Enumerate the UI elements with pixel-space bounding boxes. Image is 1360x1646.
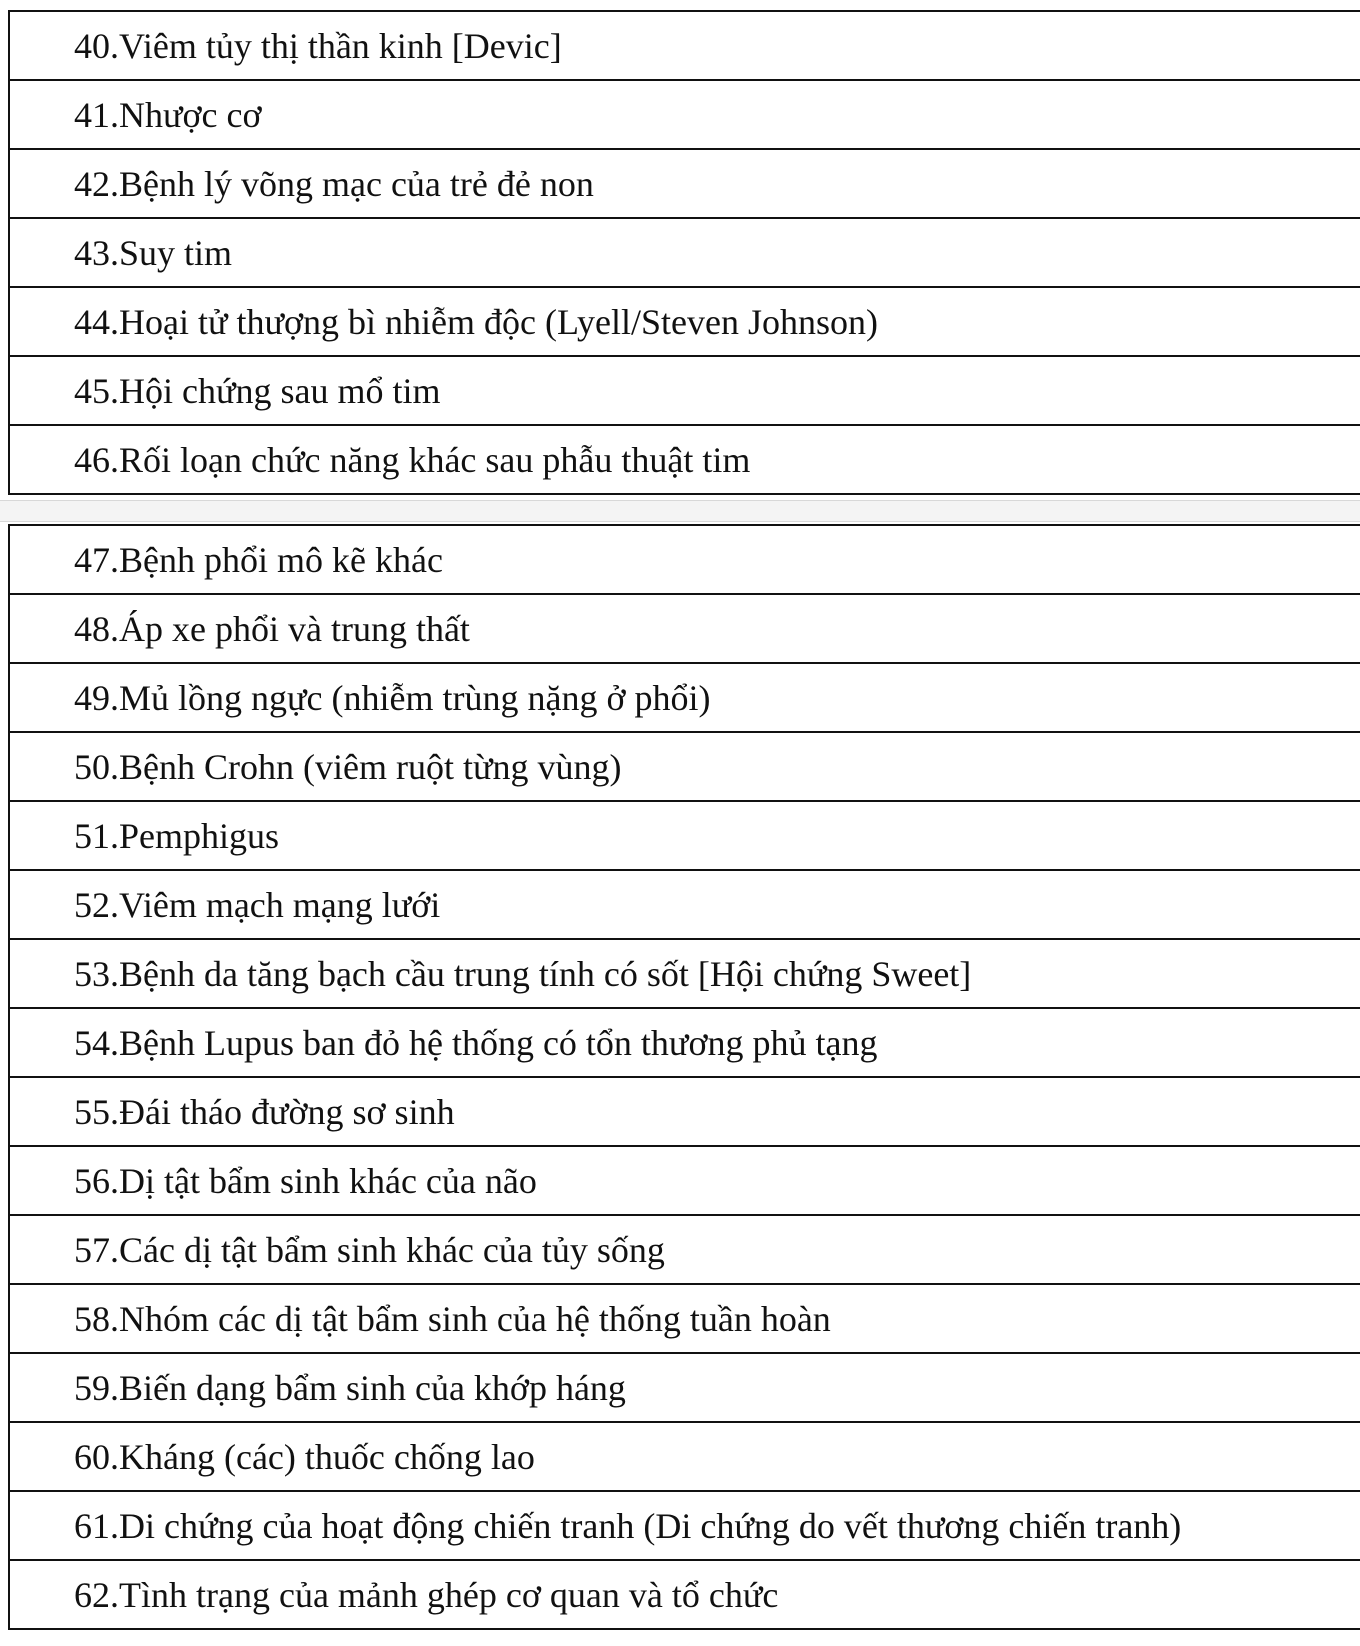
page-break-divider xyxy=(0,500,1360,522)
table-row: 45.Hội chứng sau mổ tim xyxy=(10,357,1360,426)
table-row: 61.Di chứng của hoạt động chiến tranh (Di chứng do vết thương chiến tranh) xyxy=(10,1492,1360,1561)
disease-table-part-1 xyxy=(8,10,1360,495)
table-row: 44.Hoại tử thượng bì nhiễm độc (Lyell/Steven Johnson) xyxy=(10,288,1360,357)
table-row: 52.Viêm mạch mạng lưới xyxy=(10,871,1360,940)
table-row: 46.Rối loạn chức năng khác sau phẫu thuật tim xyxy=(10,426,1360,495)
table-row: 41.Nhược cơ xyxy=(10,81,1360,150)
table-row: 62.Tình trạng của mảnh ghép cơ quan và tổ chức xyxy=(10,1561,1360,1630)
table-row: 53.Bệnh da tăng bạch cầu trung tính có sốt [Hội chứng Sweet] xyxy=(10,940,1360,1009)
table-row: 57.Các dị tật bẩm sinh khác của tủy sống xyxy=(10,1216,1360,1285)
table-row: 56.Dị tật bẩm sinh khác của não xyxy=(10,1147,1360,1216)
table-row: 40.Viêm tủy thị thần kinh [Devic] xyxy=(10,12,1360,81)
table-row: 55.Đái tháo đường sơ sinh xyxy=(10,1078,1360,1147)
table-row: 60.Kháng (các) thuốc chống lao xyxy=(10,1423,1360,1492)
table-row: 48.Áp xe phổi và trung thất xyxy=(10,595,1360,664)
table-row: 43.Suy tim xyxy=(10,219,1360,288)
table-row: 54.Bệnh Lupus ban đỏ hệ thống có tổn thương phủ tạng xyxy=(10,1009,1360,1078)
table-row: 59.Biến dạng bẩm sinh của khớp háng xyxy=(10,1354,1360,1423)
table-row: 58.Nhóm các dị tật bẩm sinh của hệ thống tuần hoàn xyxy=(10,1285,1360,1354)
table-row: 42.Bệnh lý võng mạc của trẻ đẻ non xyxy=(10,150,1360,219)
table-row: 47.Bệnh phổi mô kẽ khác xyxy=(10,526,1360,595)
table-row: 50.Bệnh Crohn (viêm ruột từng vùng) xyxy=(10,733,1360,802)
table-row: 49.Mủ lồng ngực (nhiễm trùng nặng ở phổi) xyxy=(10,664,1360,733)
table-row: 51.Pemphigus xyxy=(10,802,1360,871)
disease-table-part-2 xyxy=(8,524,1360,1630)
